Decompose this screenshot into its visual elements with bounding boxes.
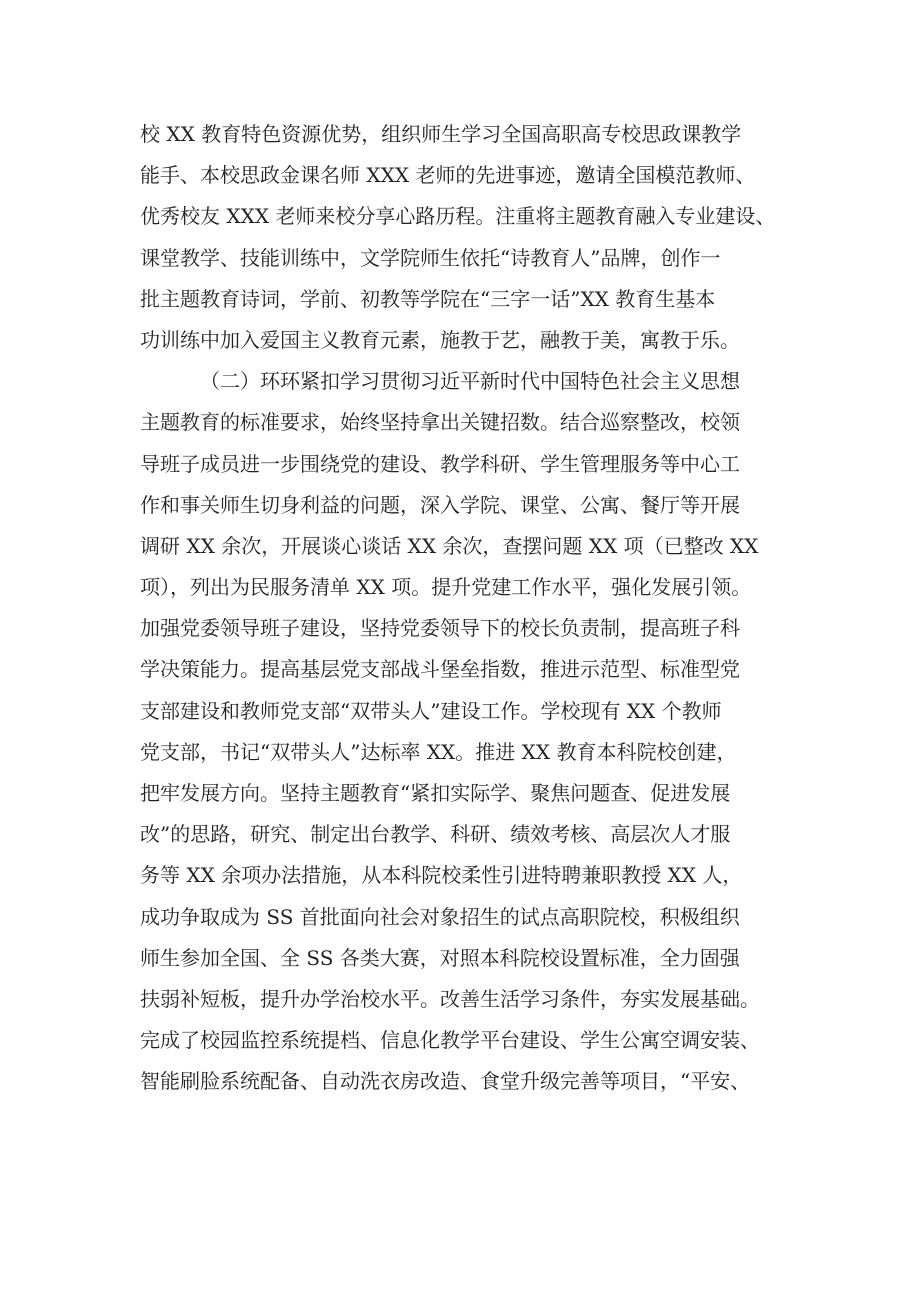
- text-line-16: 党支部，书记“双带头人”达标率 XX。推进 XX 教育本科院校创建，: [140, 739, 737, 764]
- text-line-2: 能手、本校思政金课名师 XXX 老师的先进事迹，邀请全国模范教师、: [140, 163, 756, 188]
- text-line-1: 校 XX 教育特色资源优势，组织师生学习全国高职高专校思政课教学: [140, 122, 742, 146]
- text-line-15: 支部建设和教师党支部“双带头人”建设工作。学校现有 XX 个教师: [140, 698, 722, 723]
- text-line-22: 扶弱补短板，提升办学治校水平。改善生活学习条件，夯实发展基础。: [140, 986, 760, 1011]
- text-line-12: 项），列出为民服务清单 XX 项。提升党建工作水平，强化发展引领。: [140, 575, 752, 600]
- text-line-17: 把牢发展方向。坚持主题教育“紧扣实际学、聚焦问题查、促进发展: [140, 781, 731, 805]
- text-line-13: 加强党委领导班子建设，坚持党委领导下的校长负责制，提高班子科: [140, 616, 740, 641]
- text-line-11: 调研 XX 余次，开展谈心谈话 XX 余次，查摆问题 XX 项（已整改 XX: [140, 533, 759, 558]
- text-line-20: 成功争取成为 SS 首批面向社会对象招生的试点高职院校，积极组织: [140, 904, 740, 929]
- text-line-21: 师生参加全国、全 SS 各类大赛，对照本科院校设置标准，全力固强: [140, 945, 740, 970]
- text-line-14: 学决策能力。提高基层党支部战斗堡垒指数，推进示范型、标准型党: [140, 657, 740, 682]
- text-line-10: 作和事关师生切身利益的问题，深入学院、课堂、公寓、餐厅等开展: [140, 492, 740, 517]
- text-line-24: 智能刷脸系统配备、自动洗衣房改造、食堂升级完善等项目，“平安、: [140, 1069, 751, 1094]
- text-line-19: 务等 XX 余项办法措施，从本科院校柔性引进特聘兼职教授 XX 人，: [140, 863, 743, 888]
- text-line-4: 课堂教学、技能训练中，文学院师生依托“诗教育人”品牌，创作一: [140, 245, 721, 270]
- body-text: [140, 114, 820, 1103]
- text-line-23: 完成了校园监控系统提档、信息化教学平台建设、学生公寓空调安装、: [140, 1028, 760, 1053]
- text-line-9: 导班子成员进一步围绕党的建设、教学科研、学生管理服务等中心工: [140, 451, 740, 476]
- text-line-5: 批主题教育诗词，学前、初教等学院在“三字一话”XX 教育生基本: [140, 286, 716, 311]
- text-line-18: 改”的思路，研究、制定出台教学、科研、绩效考核、高层次人才服: [140, 822, 731, 847]
- text-line-6: 功训练中加入爱国主义教育元素，施教于艺，融教于美，寓教于乐。: [140, 327, 740, 352]
- text-line-3: 优秀校友 XXX 老师来校分享心路历程。注重将主题教育融入专业建设、: [140, 204, 776, 229]
- section-heading-line: （二）环环紧扣学习贯彻习近平新时代中国特色社会主义思想: [200, 369, 740, 394]
- text-line-8: 主题教育的标准要求，始终坚持拿出关键招数。结合巡察整改，校领: [140, 410, 740, 435]
